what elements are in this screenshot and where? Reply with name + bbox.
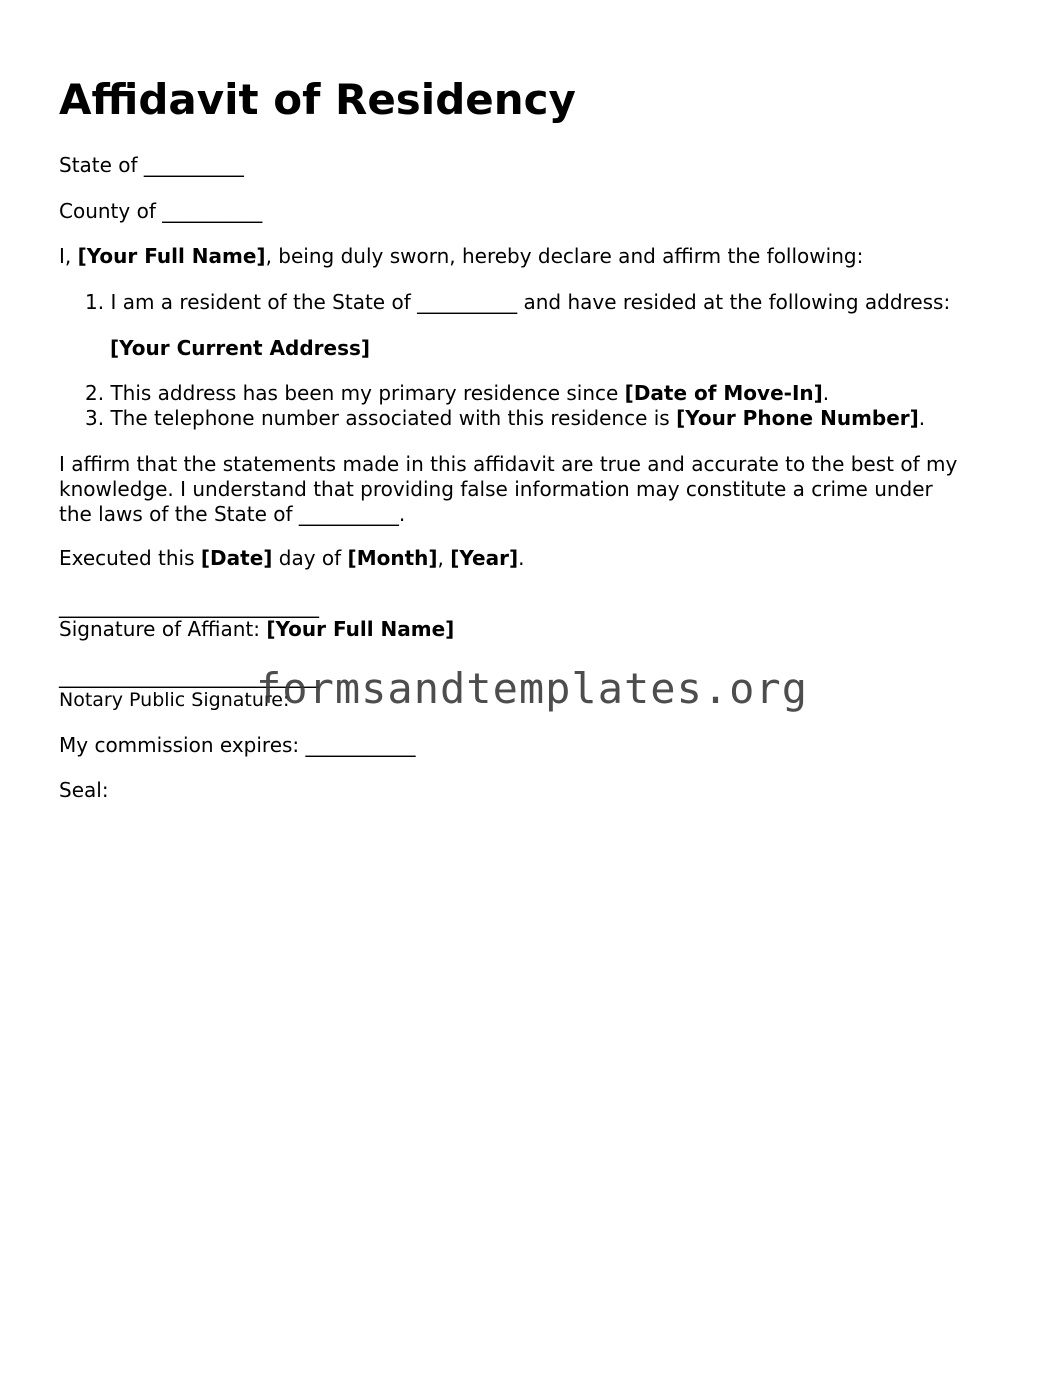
seal-label: Seal: [59, 778, 109, 802]
year-placeholder: [Year] [450, 546, 519, 570]
affirmation-line-1: I affirm that the statements made in this affidavit are true and accurate to the best of my [59, 452, 958, 476]
commission-expiry-line: My commission expires: ___________ [59, 733, 416, 757]
date-placeholder: [Date] [200, 546, 273, 570]
document-title: Affidavit of Residency [59, 75, 576, 124]
list-item-prefix: This address has been my primary residence since [104, 381, 625, 405]
executed-statement: Executed this [Date] day of [Month], [Year]. [59, 546, 525, 570]
affirmation-line-3: the laws of the State of __________. [59, 502, 406, 526]
list-item-suffix: . [822, 381, 830, 405]
current-address-placeholder: [Your Current Address] [110, 336, 371, 360]
list-item-phone [85, 406, 925, 431]
full-name-placeholder: [Your Full Name] [77, 244, 266, 268]
list-item-text: I am a resident of the State of __________ and have resided at the following address: [104, 290, 951, 314]
affirmation-line-2: knowledge. I understand that providing false information may constitute a crime under [59, 477, 933, 501]
notary-signature-line: __________________________ [59, 664, 319, 688]
list-number: 1. [85, 290, 105, 314]
affiant-signature-line: __________________________ [59, 594, 319, 618]
state-field-line: State of __________ [59, 153, 244, 177]
list-item-prefix: The telephone number associated with this residence is [104, 406, 677, 430]
county-field-line: County of __________ [59, 199, 263, 223]
intro-prefix: I, [59, 244, 78, 268]
watermark-text: formsandtemplates.org [256, 664, 809, 713]
phone-number-placeholder: [Your Phone Number] [676, 406, 919, 430]
intro-statement [59, 244, 863, 269]
list-number: 2. [85, 381, 105, 405]
list-item-move-in [85, 381, 829, 406]
affiant-name-placeholder: [Your Full Name] [266, 617, 455, 641]
list-item-suffix: . [918, 406, 926, 430]
list-number: 3. [85, 406, 105, 430]
move-in-date-placeholder: [Date of Move-In] [624, 381, 823, 405]
affiant-signature-label: Signature of Affiant: [Your Full Name] [59, 617, 455, 641]
notary-signature-label: Notary Public Signature: [59, 689, 290, 711]
month-placeholder: [Month] [347, 546, 438, 570]
intro-suffix: , being duly sworn, hereby declare and affirm the following: [265, 244, 864, 268]
list-item-residency [85, 290, 950, 315]
